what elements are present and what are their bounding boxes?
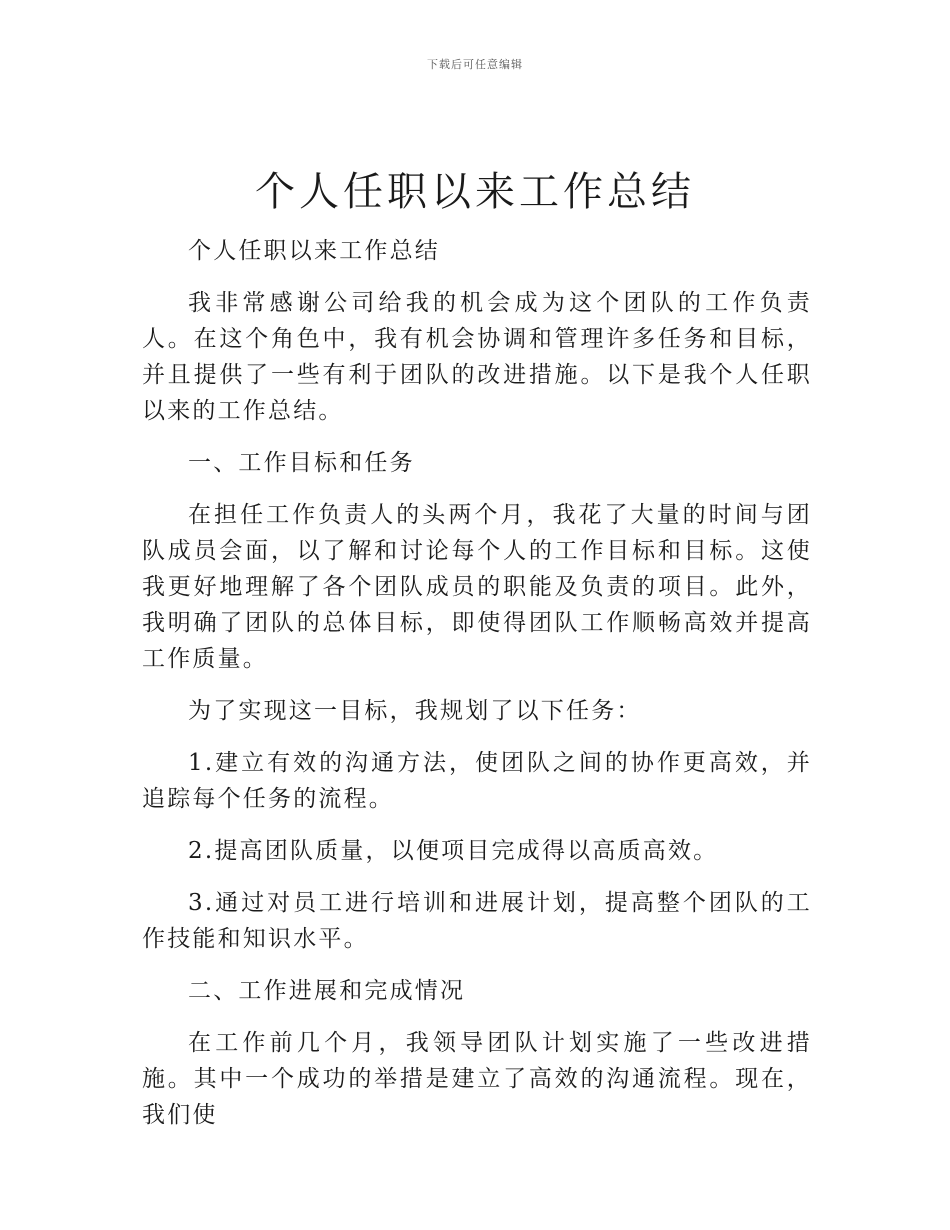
paragraph-tasks-intro: 为了实现这一目标，我规划了以下任务： [188, 698, 642, 724]
paragraph-goals: 在担任工作负责人的头两个月，我花了大量的时间与团队成员会面，以了解和讨论每个人的工作目标和目标。这使我更好地理解了各个团队成员的职能及负责的项目。此外，我明确了团队的总体目标，即使得团队工作顺畅高效并提高工作质量。 [142, 502, 812, 672]
section-heading-progress: 二、工作进展和完成情况 [188, 978, 466, 1004]
header-note: 下载后可任意编辑 [427, 58, 523, 71]
list-item-task-1: 1.建立有效的沟通方法，使团队之间的协作更高效，并追踪每个任务的流程。 [142, 750, 812, 812]
document-body [142, 233, 812, 1149]
list-item-task-2: 2.提高团队质量，以便项目完成得以高质高效。 [188, 838, 719, 864]
section-heading-goals: 一、工作目标和任务 [188, 450, 415, 476]
paragraph-subtitle: 个人任职以来工作总结 [188, 238, 440, 264]
document-title: 个人任职以来工作总结 [255, 169, 695, 215]
list-item-task-3: 3.通过对员工进行培训和进展计划，提高整个团队的工作技能和知识水平。 [142, 890, 812, 952]
paragraph-progress: 在工作前几个月，我领导团队计划实施了一些改进措施。其中一个成功的举措是建立了高效的沟通流程。现在，我们使 [142, 1030, 812, 1128]
paragraph-intro: 我非常感谢公司给我的机会成为这个团队的工作负责人。在这个角色中，我有机会协调和管理许多任务和目标，并且提供了一些有利于团队的改进措施。以下是我个人任职以来的工作总结。 [142, 290, 812, 424]
